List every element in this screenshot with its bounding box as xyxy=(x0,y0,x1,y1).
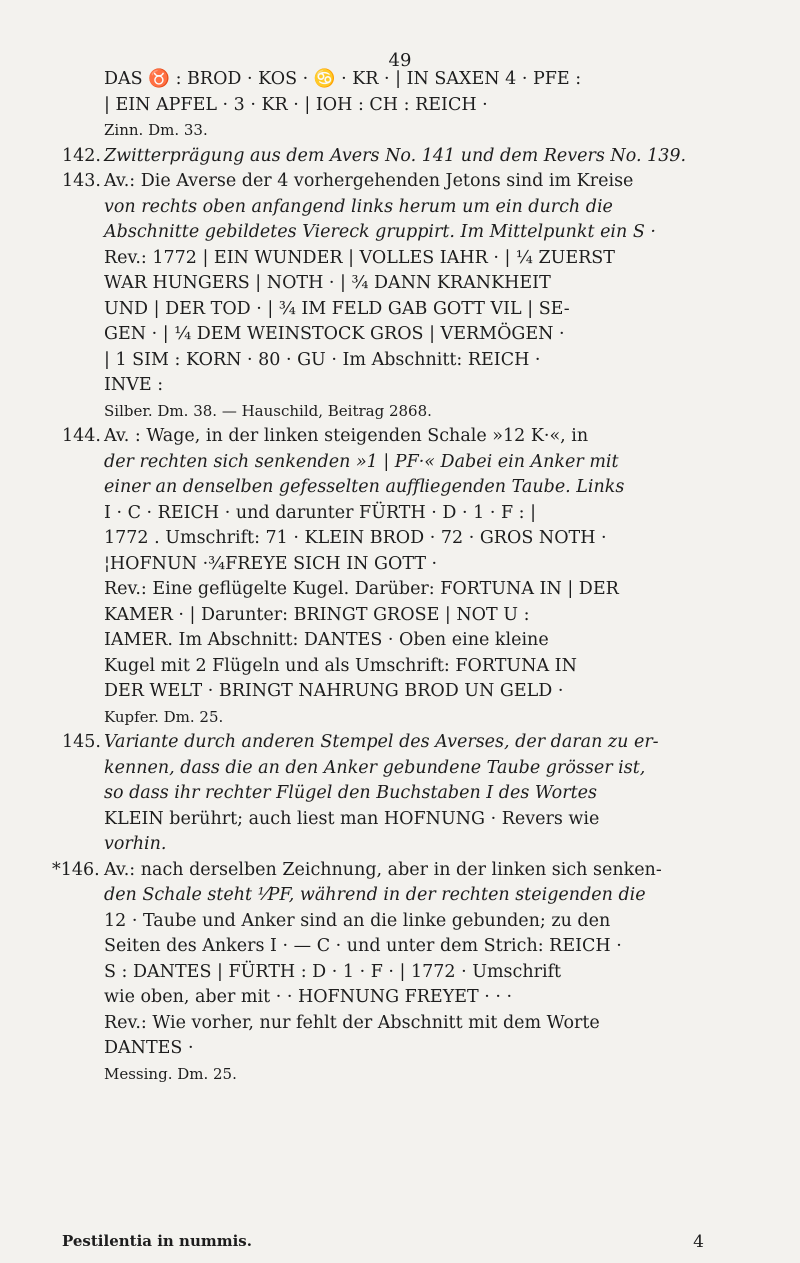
line-text: Rev.: Wie vorher, nur fehlt der Abschnitt mit dem Worte xyxy=(104,1012,600,1033)
line-text: wie oben, aber mit · · HOFNUNG FREYET · · · xyxy=(104,987,513,1007)
text-line xyxy=(62,628,704,654)
entry-heading-line xyxy=(62,169,704,195)
line-text: Kupfer. Dm. 25. xyxy=(104,707,224,726)
text-line xyxy=(62,118,704,144)
line-text: von rechts oben anfangend links herum um ein durch die xyxy=(104,196,613,217)
line-text: IAMER. Im Abschnitt: DANTES · Oben eine kleine xyxy=(104,630,549,650)
line-text: Av.: Die Averse der 4 vorhergehenden Jetons sind im Kreise xyxy=(104,171,634,191)
footer xyxy=(62,1232,704,1250)
entry-number: 145. xyxy=(62,732,101,752)
entry-number: 144. xyxy=(62,426,101,446)
text-line xyxy=(62,832,704,858)
text-line xyxy=(62,909,704,935)
text-line xyxy=(62,348,704,374)
text-line xyxy=(62,195,704,221)
text-line xyxy=(62,246,704,272)
entry-number: 143. xyxy=(62,171,101,191)
entry-heading-line xyxy=(62,730,704,756)
text-line xyxy=(62,297,704,323)
footer-signature: 4 xyxy=(693,1232,704,1252)
text-line xyxy=(62,807,704,833)
text-line xyxy=(62,67,704,93)
text-line xyxy=(62,883,704,909)
line-text: Kugel mit 2 Flügeln und als Umschrift: FORTUNA IN xyxy=(104,655,577,676)
text-line xyxy=(62,960,704,986)
text-line xyxy=(62,577,704,603)
text-line xyxy=(62,450,704,476)
line-text: ¦HOFNUN ·¾FREYE SICH IN GOTT · xyxy=(104,553,438,574)
line-text: WAR HUNGERS | NOTH · | ¾ DANN KRANKHEIT xyxy=(104,273,551,293)
text-line xyxy=(62,603,704,629)
line-text: Av.: nach derselben Zeichnung, aber in der linken sich senken- xyxy=(104,859,662,880)
text-line xyxy=(62,1062,704,1088)
line-text: so dass ihr rechter Flügel den Buchstaben I des Wortes xyxy=(104,783,597,803)
line-text: Variante durch anderen Stempel des Averses, der daran zu er- xyxy=(104,732,659,752)
line-text: KLEIN berührt; auch liest man HOFNUNG · Revers wie xyxy=(104,808,600,829)
catalogue-text xyxy=(52,67,704,1087)
line-text: DANTES · xyxy=(104,1038,194,1058)
line-text: INVE : xyxy=(104,375,164,395)
line-text: der rechten sich senkenden »1 | PF·« Dabei ein Anker mit xyxy=(104,451,619,472)
text-line xyxy=(62,1011,704,1037)
line-text: Seiten des Ankers I · — C · und unter dem Strich: REICH · xyxy=(104,936,622,956)
text-line xyxy=(62,679,704,705)
text-line xyxy=(62,985,704,1011)
line-text: I · C · REICH · und darunter FÜRTH · D · 1 · F : | xyxy=(104,502,537,523)
line-text: DER WELT · BRINGT NAHRUNG BROD UN GELD · xyxy=(104,681,564,701)
text-line xyxy=(62,654,704,680)
line-text: Av. : Wage, in der linken steigenden Schale »12 K·«, in xyxy=(104,426,589,446)
text-line xyxy=(62,1036,704,1062)
text-line xyxy=(62,552,704,578)
entry-number: 142. xyxy=(62,145,101,166)
line-text: kennen, dass die an den Anker gebundene Taube grösser ist, xyxy=(104,757,646,778)
line-text: GEN · | ¼ DEM WEINSTOCK GROS | VERMÖGEN · xyxy=(104,324,565,344)
entry-heading-line xyxy=(52,858,704,884)
line-text: Silber. Dm. 38. — Hauschild, Beitrag 2868. xyxy=(104,401,432,420)
text-line xyxy=(62,220,704,246)
text-line xyxy=(62,322,704,348)
line-text: KAMER · | Darunter: BRINGT GROSE | NOT U : xyxy=(104,604,530,625)
page-number: 49 xyxy=(388,50,412,71)
entry-heading-line xyxy=(62,144,704,170)
text-line xyxy=(62,781,704,807)
line-text: | EIN APFEL · 3 · KR · | IOH : CH : REICH · xyxy=(104,94,488,115)
text-line xyxy=(62,705,704,731)
text-line xyxy=(62,475,704,501)
text-line xyxy=(62,526,704,552)
line-text: Messing. Dm. 25. xyxy=(104,1064,237,1083)
line-text: 1772 . Umschrift: 71 · KLEIN BROD · 72 · GROS NOTH · xyxy=(104,528,607,548)
text-line xyxy=(62,271,704,297)
line-text: den Schale steht ¹⁄PF, während in der rechten steigenden die xyxy=(104,885,646,905)
line-text: Abschnitte gebildetes Viereck gruppirt. Im Mittelpunkt ein S · xyxy=(104,222,656,242)
line-text: Rev.: Eine geflügelte Kugel. Darüber: FORTUNA IN | DER xyxy=(104,579,619,599)
text-line xyxy=(62,934,704,960)
line-text: einer an denselben gefesselten auffliegenden Taube. Links xyxy=(104,477,625,497)
text-line xyxy=(62,373,704,399)
line-text: 12 · Taube und Anker sind an die linke gebunden; zu den xyxy=(104,910,611,931)
line-text: Rev.: 1772 | EIN WUNDER | VOLLES IAHR · | ¼ ZUERST xyxy=(104,247,615,268)
entry-heading-line xyxy=(62,424,704,450)
text-line xyxy=(62,399,704,425)
text-line xyxy=(62,756,704,782)
line-text: vorhin. xyxy=(104,834,167,854)
line-text: DAS ♉ : BROD · KOS · ♋ · KR · | IN SAXEN 4 · PFE : xyxy=(104,69,582,89)
text-line xyxy=(62,501,704,527)
text-line xyxy=(62,93,704,119)
line-text: | 1 SIM : KORN · 80 · GU · Im Abschnitt: REICH · xyxy=(104,349,541,370)
line-text: S : DANTES | FÜRTH : D · 1 · F · | 1772 · Umschrift xyxy=(104,961,562,982)
footer-title: Pestilentia in nummis. xyxy=(62,1232,252,1250)
line-text: Zwitterprägung aus dem Avers No. 141 und dem Revers No. 139. xyxy=(104,145,687,166)
line-text: Zinn. Dm. 33. xyxy=(104,121,208,139)
entry-number: *146. xyxy=(52,859,100,880)
line-text: UND | DER TOD · | ¾ IM FELD GAB GOTT VIL | SE- xyxy=(104,298,570,319)
